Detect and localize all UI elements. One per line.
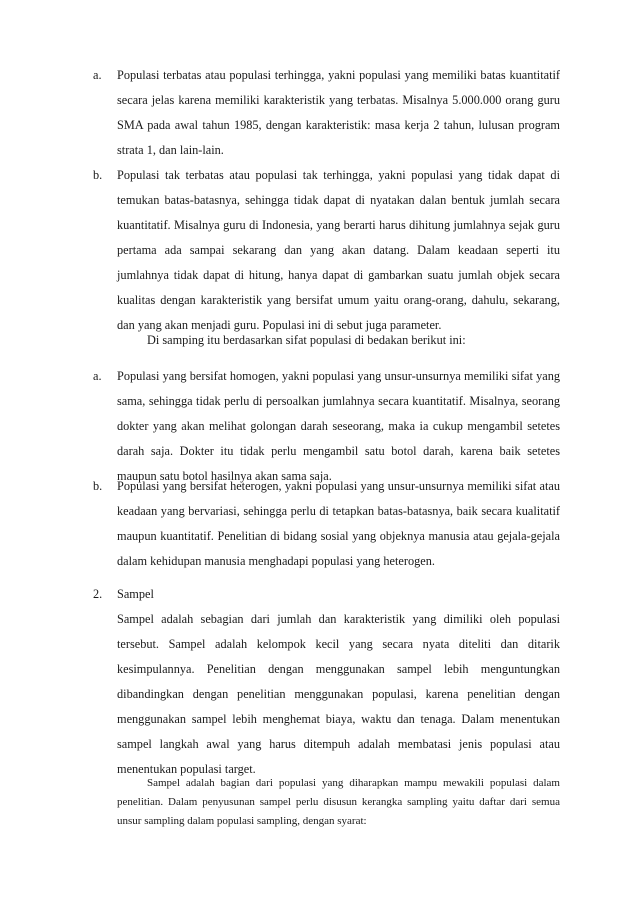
- list-marker: a.: [93, 369, 102, 383]
- list-marker: b.: [93, 168, 103, 182]
- list-item-text: Populasi yang bersifat heterogen, yakni populasi yang unsur-unsurnya memiliki sifat atau keadaan yang bervariasi, sehingga perlu di tetapkan batas-batasnya, baik secara kualitatif maupun kuantitatif. Penelitian di bidang sosial yang objeknya manusia atau gejala-gejala dalam kehidupan manusia menghadapi populasi yang heterogen.: [117, 479, 560, 568]
- intro-paragraph: Di samping itu berdasarkan sifat populasi di bedakan berikut ini:: [147, 333, 466, 347]
- list-item-text: Populasi yang bersifat homogen, yakni populasi yang unsur-unsurnya memiliki sifat yang sama, sehingga tidak perlu di persoalkan jumlahnya secara kuantitatif. Misalnya, seorang dokter yang akan melihat golongan darah seseorang, maka ia cukup mengambil setetes darah saja. Dokter itu tidak perlu mengambil satu botol darah, karena baik setetes maupun satu botol hasilnya akan sama saja.: [117, 369, 560, 483]
- footnote-paragraph: Sampel adalah bagian dari populasi yang diharapkan mampu mewakili populasi dalam penelitian. Dalam penyusunan sampel perlu disusun kerangka sampling yaitu daftar dari semua unsur sampling dalam populasi sampling, dengan syarat:: [117, 777, 560, 827]
- section-number: 2.: [93, 587, 103, 601]
- section-heading: Sampel: [117, 587, 154, 601]
- list-item-text: Populasi tak terbatas atau populasi tak terhingga, yakni populasi yang tidak dapat di temukan batas-batasnya, sehingga tidak dapat di nyatakan dalan bentuk jumlah secara kuantitatif. Misalnya guru di Indonesia, yang berarti harus dihitung jumlahnya sejak guru pertama ada sampai sekarang dan yang akan datang. Dalam keadaan seperti itu jumlahnya tidak dapat di hitung, hanya dapat di gambarkan suatu jumlah objek secara kualitas dengan karakteristik yang bersifat umum yaitu orang-orang, dahulu, sekarang, dan yang akan menjadi guru. Populasi ini di sebut juga parameter.: [117, 168, 560, 332]
- section-text: Sampel adalah sebagian dari jumlah dan karakteristik yang dimiliki oleh populasi tersebut. Sampel adalah kelompok kecil yang secara nyata diteliti dan ditarik kesimpulannya. Penelitian dengan menggunakan sampel lebih menguntungkan dibandingkan dengan penelitian menggunakan populasi, karena penelitian dengan menggunakan sampel lebih menghemat biaya, waktu dan tenaga. Dalam menentukan sampel langkah awal yang harus ditempuh adalah membatasi jenis populasi atau menentukan populasi target.: [117, 612, 560, 776]
- list-marker: a.: [93, 68, 102, 82]
- list-item-text: Populasi terbatas atau populasi terhingga, yakni populasi yang memiliki batas kuantitatif secara jelas karena memiliki karakteristik yang terbatas. Misalnya 5.000.000 orang guru SMA pada awal tahun 1985, dengan karakteristik: masa kerja 2 tahun, lulusan program strata 1, dan lain-lain.: [117, 68, 560, 157]
- list-marker: b.: [93, 479, 103, 493]
